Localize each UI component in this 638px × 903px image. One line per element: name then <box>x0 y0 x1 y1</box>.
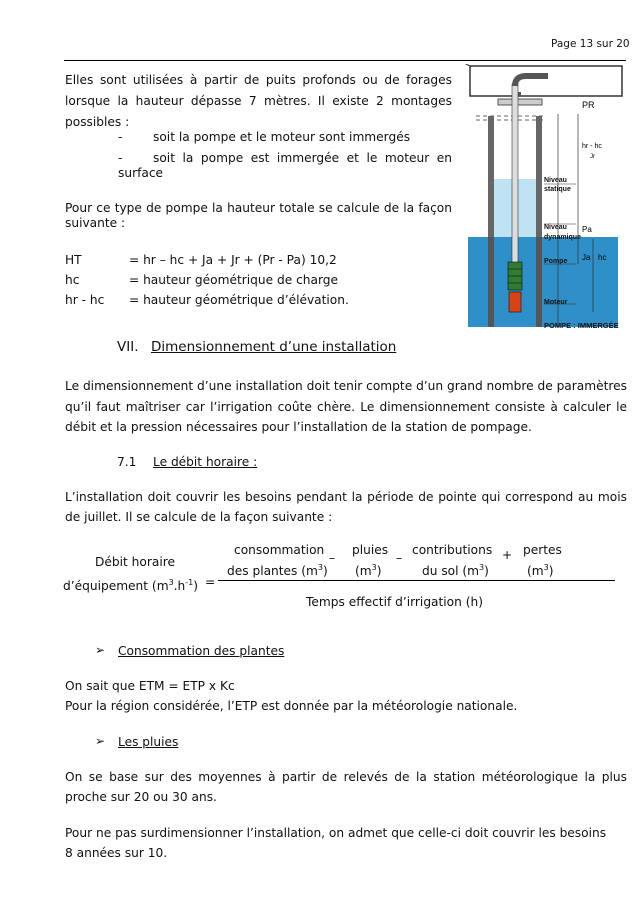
conso-line-2: Pour la région considérée, l’ETP est donnée par la météorologie nationale. <box>65 699 518 713</box>
label-niveau-dynamique-1: Niveau <box>544 224 567 231</box>
calc-line-2: suivante : <box>65 216 126 230</box>
header-rule <box>64 60 626 61</box>
label-niveau-statique-1: Niveau <box>544 177 567 184</box>
def-ht: = hr – hc + Ja + Jr + (Pr - Pa) 10,2 <box>129 253 337 267</box>
label-hc: hc <box>598 253 607 262</box>
bullet-dash-1: - <box>118 130 123 144</box>
sub71-line-2: de juillet. Il se calcule de la façon suivante : <box>65 510 333 524</box>
formula-t1-a: consommation <box>234 543 325 557</box>
section7-line-1: Le dimensionnement d’une installation doit tenir compte d’un grand nombre de paramètres <box>65 379 627 393</box>
formula-t2-b: $(m^3)$ <box>355 563 382 579</box>
formula-t1-b: des plantes $(m^3)$ <box>227 563 328 579</box>
def-term-hc: hc <box>65 273 80 287</box>
label-pr: PR <box>582 100 595 110</box>
conso-line-1: On sait que ETM = ETP x Kc <box>65 679 235 693</box>
sub71-line-1: L’installation doit couvrir les besoins pendant la période de pointe qui correspond au mois <box>65 490 627 504</box>
def-term-hrhc: hr - hc <box>65 293 105 307</box>
def-hrhc: = hauteur géométrique d’élévation. <box>129 293 349 307</box>
formula-equals: = <box>205 575 216 589</box>
label-hr-hc: hr - hc <box>582 143 602 150</box>
intro-line-2: lorsque la hauteur dépasse 7 mètres. Il existe 2 montages <box>65 94 452 108</box>
formula-t3-a: contributions <box>412 543 493 557</box>
label-caption: POMPE : IMMERGÉE <box>544 321 619 330</box>
conso-title: Consommation des plantes <box>118 644 285 658</box>
def-hc: = hauteur géométrique de charge <box>129 273 338 287</box>
arrow-bullet-icon: ➢ <box>95 643 106 657</box>
formula-lhs-2: d’équipement $(m^3.h^{-1})$ <box>63 578 199 594</box>
formula-plus: + <box>502 548 513 562</box>
riser-pipe <box>512 84 518 264</box>
pluies-line-1: On se base sur des moyennes à partir de relevés de la station météorologique la plus <box>65 770 627 784</box>
pluies-line-4: 8 années sur 10. <box>65 846 168 860</box>
formula-t4-a: pertes <box>523 543 562 557</box>
bullet-dash-2: - <box>118 151 123 165</box>
label-moteur: Moteur <box>544 299 568 306</box>
intro-line-1: Elles sont utilisées à partir de puits profonds ou de forages <box>65 73 452 87</box>
section7-line-3: débit et la pression nécessaires pour l’installation de la station de pompage. <box>65 420 532 434</box>
formula-denominator: Temps effectif d’irrigation (h) <box>306 595 483 609</box>
bullet-text-2: soit la pompe est immergée et le moteur en <box>153 151 452 165</box>
label-ja: Ja <box>582 253 591 262</box>
page-number: Page 13 sur 20 <box>551 38 630 50</box>
label-niveau-dynamique-2: dynamique <box>544 234 581 241</box>
section7-line-2: qu’il faut maîtriser car l’irrigation coûte chère. Le dimensionnement consiste à calculer le <box>65 400 627 414</box>
sub71-number: 7.1 <box>117 455 137 469</box>
intro-line-3: possibles : <box>65 115 130 129</box>
label-pa: Pa <box>582 225 592 234</box>
label-niveau-statique-2: statique <box>544 186 571 193</box>
sub71-title: Le débit horaire : <box>153 455 258 469</box>
pluies-line-3: Pour ne pas surdimensionner l’installation, on admet que celle-ci doit couvrir les besoins <box>65 826 607 840</box>
formula-t2-a: pluies <box>352 543 389 557</box>
bullet-text-2-cont: surface <box>118 166 164 180</box>
section-number: VII. <box>117 339 139 355</box>
arrow-bullet-icon: ➢ <box>95 734 106 748</box>
bullet-text-1: soit la pompe et le moteur sont immergés <box>153 130 411 144</box>
def-term-ht: HT <box>65 253 82 267</box>
formula-t3-b: du sol $(m^3)$ <box>422 563 489 579</box>
motor-body <box>509 292 521 312</box>
formula-minus-2: – <box>396 551 403 565</box>
label-pompe: Pompe <box>544 258 568 265</box>
calc-line-1: Pour ce type de pompe la hauteur totale se calcule de la façon <box>65 201 452 215</box>
label-jr: Jr <box>590 154 595 160</box>
formula-t4-b: $(m^3)$ <box>527 563 554 579</box>
submersible-pump-diagram <box>458 64 630 336</box>
tank <box>470 66 622 96</box>
pluies-line-2: proche sur 20 ou 30 ans. <box>65 790 217 804</box>
formula-lhs-1: Débit horaire <box>95 555 175 569</box>
section-title: Dimensionnement d’une installation <box>151 339 397 355</box>
fraction-bar <box>218 580 615 581</box>
formula-minus-1: – <box>329 551 336 565</box>
pluies-title: Les pluies <box>118 735 179 749</box>
